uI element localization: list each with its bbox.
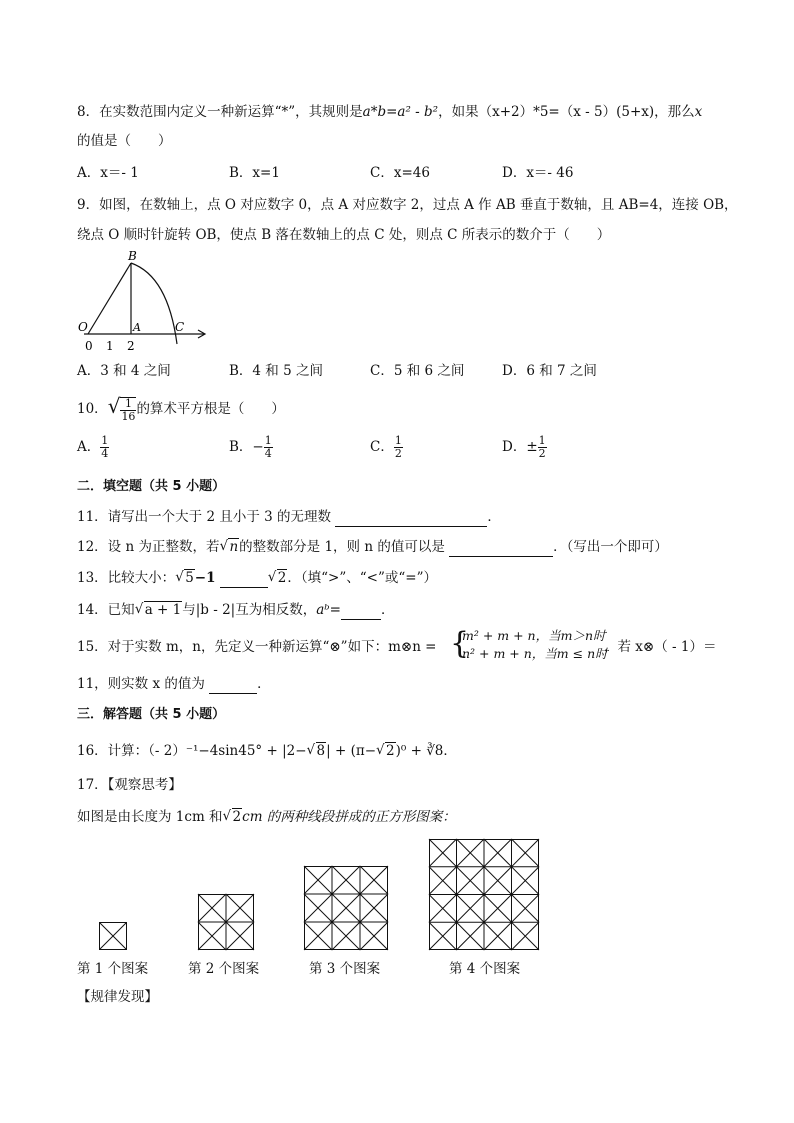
frac-den: 2 xyxy=(538,447,546,460)
q8-option-c: C．x=46 xyxy=(370,165,430,181)
q11-text: 11．请写出一个大于 2 且小于 3 的无理数 xyxy=(77,509,332,525)
q13-minus-one: −1 xyxy=(194,570,216,586)
q10-prefix: 10． xyxy=(77,401,108,417)
q10-line xyxy=(77,391,285,424)
option-fraction xyxy=(264,435,273,460)
q14-text-b: 与|b - 2|互为相反数， xyxy=(182,602,317,618)
pattern-3 xyxy=(304,866,388,950)
q15-brace: { xyxy=(450,626,470,661)
q17-desc-a: 如图是由长度为 1cm 和 xyxy=(77,809,223,825)
q13-line xyxy=(77,569,437,588)
q17-next-heading: 【规律发现】 xyxy=(77,989,158,1005)
q17-radicand: 2 xyxy=(232,809,242,825)
q8-text-a: 8．在实数范围内定义一种新运算“*”，其规则是 xyxy=(77,104,363,120)
q8-rule: a*b=a² - b² xyxy=(362,104,439,120)
q17-desc xyxy=(77,808,456,826)
label-c: C xyxy=(175,320,185,334)
q9-line2: 绕点 O 顺时针旋转 OB，使点 B 落在数轴上的点 C 处，则点 C 所表示的数介于（ ） xyxy=(77,227,611,243)
q8-var: x xyxy=(694,104,703,120)
q16-text-c: )⁰ + ∛8． xyxy=(395,743,457,759)
option-fraction xyxy=(394,435,403,460)
q9-option-d: D．6 和 7 之间 xyxy=(502,363,597,379)
pattern-1 xyxy=(99,922,127,950)
frac-num: 1 xyxy=(538,434,546,447)
q15-end: ． xyxy=(257,676,271,692)
q9-figure xyxy=(76,248,211,352)
label-o: O xyxy=(78,320,88,334)
q12-end: ．（写出一个即可） xyxy=(553,539,668,555)
frac-den: 2 xyxy=(394,447,402,460)
q12-line xyxy=(77,538,668,557)
q15-line2-text: 11，则实数 x 的值为 xyxy=(77,676,205,692)
q15-text-b: ，若 x⊗（ - 1）＝ xyxy=(604,639,717,655)
q14-text-a: 14．已知 xyxy=(77,602,135,618)
q8-text-b: ，如果（x+2）*5=（x - 5）(5+x)，那么 xyxy=(438,104,695,120)
sqrt-sign: √ xyxy=(107,394,121,418)
tick-0: 0 xyxy=(85,339,93,353)
tick-2: 2 xyxy=(127,339,135,353)
q11-line xyxy=(77,508,501,527)
q12-sqrt xyxy=(219,538,239,556)
q8-line2: 的值是（ ） xyxy=(77,133,172,149)
q13-radicand-2: 2 xyxy=(277,570,287,586)
frac-den: 4 xyxy=(101,447,109,460)
q16-line xyxy=(77,742,457,760)
q9-option-b: B．4 和 5 之间 xyxy=(229,363,323,379)
segment-ob xyxy=(88,263,131,334)
q14-answer-blank[interactable] xyxy=(341,601,381,620)
option-label: C． xyxy=(370,439,394,455)
option-label: B． xyxy=(229,439,253,455)
q16-radicand-2: 2 xyxy=(386,743,395,759)
label-b: B xyxy=(128,249,137,263)
q8-option-a: A．x＝- 1 xyxy=(77,165,139,181)
q12-text-a: 12．设 n 为正整数，若 xyxy=(77,539,220,555)
q9-line1: 9．如图，在数轴上，点 O 对应数字 0，点 A 对应数字 2，过点 A 作 AB 垂直于数轴，且 AB=4，连接 OB， xyxy=(77,197,738,213)
q15-answer-blank[interactable] xyxy=(209,675,257,694)
q16-text-b: | + (π− xyxy=(326,743,377,759)
pattern-4 xyxy=(429,839,539,950)
q12-text-b: 的整数部分是 1，则 n 的值可以是 xyxy=(239,539,445,555)
q17-desc-b: cm 的两种线段拼成的正方形图案： xyxy=(242,809,456,825)
q11-end: ． xyxy=(487,509,501,525)
q17-sqrt xyxy=(223,808,243,826)
q10-option-c xyxy=(370,432,403,462)
q8-option-d: D．x＝- 46 xyxy=(502,165,574,181)
option-fraction xyxy=(538,435,547,460)
q13-radicand-1: 5 xyxy=(185,570,194,586)
q16-radicand: 8 xyxy=(316,743,326,759)
q16-sqrt-8 xyxy=(307,742,327,760)
option-sign: ± xyxy=(526,439,538,455)
q11-answer-blank[interactable] xyxy=(335,508,487,527)
option-label: A． xyxy=(77,439,101,455)
q16-text-a: 16．计算：（- 2）⁻¹−4sin45° + |2− xyxy=(77,743,307,759)
section-answer-heading: 三．解答题（共 5 小题） xyxy=(77,707,226,722)
q13-answer-blank[interactable] xyxy=(220,569,268,588)
q10-option-b xyxy=(229,432,273,462)
frac-num: 1 xyxy=(264,434,272,447)
q8-line1 xyxy=(77,103,702,121)
label-a: A xyxy=(133,321,141,334)
q10-suffix: 的算术平方根是（ ） xyxy=(136,401,285,417)
pattern-1-caption: 第 1 个图案 xyxy=(77,961,149,977)
q14-sqrt xyxy=(135,601,183,619)
q8-option-b: B．x=1 xyxy=(229,165,280,181)
q10-frac-num: 1 xyxy=(120,398,136,411)
option-sign: − xyxy=(252,439,264,455)
q14-line xyxy=(77,601,394,620)
q15-case-1: m² + m + n，当m＞n时 xyxy=(462,628,606,643)
frac-num: 1 xyxy=(394,434,402,447)
pattern-2-caption: 第 2 个图案 xyxy=(188,961,260,977)
q15-case-2: n² + m + n，当m ≤ n时 xyxy=(462,646,608,661)
pattern-4-caption: 第 4 个图案 xyxy=(449,961,521,977)
q16-sqrt-2 xyxy=(376,742,396,760)
section-fill-in-heading: 二．填空题（共 5 小题） xyxy=(77,479,226,494)
q12-radicand: n xyxy=(229,539,239,555)
q9-option-c: C．5 和 6 之间 xyxy=(370,363,465,379)
q13-text-a: 13．比较大小： xyxy=(77,570,176,586)
frac-num: 1 xyxy=(101,434,109,447)
q9-option-a: A．3 和 4 之间 xyxy=(77,363,171,379)
q10-fraction xyxy=(120,397,136,423)
q10-option-d xyxy=(502,432,547,462)
q17-title: 17．【观察思考】 xyxy=(77,777,182,793)
q15-line2 xyxy=(77,675,271,694)
q13-sqrt-5 xyxy=(175,569,195,587)
frac-den: 4 xyxy=(264,447,272,460)
q12-answer-blank[interactable] xyxy=(449,538,553,557)
q13-sqrt-2 xyxy=(268,569,288,587)
tick-1: 1 xyxy=(106,339,114,353)
option-label: D． xyxy=(502,439,527,455)
q15-text-a: 15．对于实数 m，n，先定义一种新运算“⊗”如下：m⊗n = xyxy=(77,639,437,655)
q14-end: ． xyxy=(380,602,395,618)
q14-radicand: a + 1 xyxy=(144,602,182,618)
q13-end: ．（填“>”、“<”或“=”） xyxy=(287,570,437,586)
q10-option-a xyxy=(77,432,109,462)
pattern-3-caption: 第 3 个图案 xyxy=(309,961,381,977)
q10-frac-den: 16 xyxy=(121,409,136,423)
pattern-2 xyxy=(198,894,254,950)
q14-power: aᵇ= xyxy=(316,602,341,618)
option-fraction xyxy=(100,435,109,460)
